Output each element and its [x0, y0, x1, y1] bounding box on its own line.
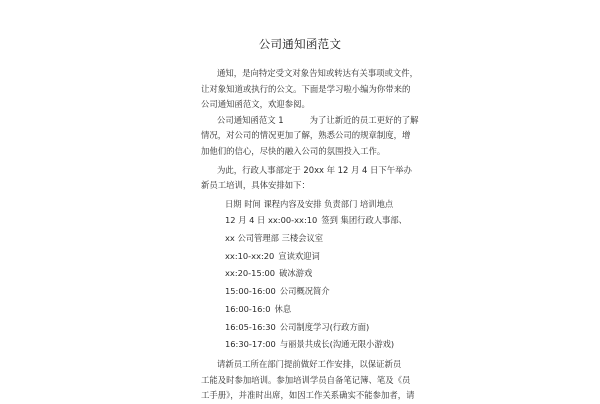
schedule-row — [225, 230, 411, 248]
schedule-row — [225, 283, 411, 301]
schedule-row — [225, 301, 411, 319]
schedule-row — [225, 336, 411, 354]
schedule-row — [225, 319, 411, 337]
schedule-list — [201, 212, 411, 354]
schedule-time: 16:00-16:0 — [225, 303, 271, 314]
schedule-text: 签到 集团行政人事部、 — [321, 215, 407, 226]
schedule-time: xx 公司管理部 三楼会议室 — [225, 233, 324, 244]
schedule-row — [225, 265, 411, 283]
sample-line-1: 情况，对公司的情况更加了解，熟悉公司的规章制度，增 — [201, 130, 411, 141]
schedule-row — [225, 212, 411, 230]
schedule-time: 15:00-16:00 — [225, 286, 276, 297]
schedule-text: 与丽景共成长(沟通无限小游戏) — [279, 339, 395, 350]
schedule-text: 休息 — [274, 303, 292, 314]
schedule-time: 16:05-16:30 — [225, 321, 276, 332]
intro-line-2: 让对象知道或执行的公文。下面是学习啦小编为你带来的 — [201, 83, 411, 94]
intro-line-1: 通知，是向特定受文对象告知或转达有关事项或文件， — [217, 68, 418, 78]
closing-line-3: 工手册》，并准时出席，如因工作关系确实不能参加者，请 — [201, 390, 415, 401]
sample-first-line: 为了让新近的员工更好的了解 — [309, 114, 419, 125]
closing-line-2: 工能及时参加培训。参加培训学员自备笔记簿、笔及《员 — [201, 374, 411, 385]
schedule-text: 公司概况简介 — [279, 286, 330, 297]
schedule-text: 破冰游戏 — [279, 268, 313, 279]
schedule-time: xx:20-15:00 — [225, 268, 276, 279]
document-body — [201, 66, 419, 404]
announce-line-2: 新员工培训，具体安排如下： — [201, 180, 310, 191]
sample-line-2: 加他们的信心，尽快的融入公司的氛围投入工作。 — [201, 145, 386, 156]
schedule-text — [323, 233, 327, 243]
schedule-time: 16:30-17:00 — [225, 339, 276, 350]
announce-line-1: 为此，行政人事部定于 20xx 年 12 月 4 日下午举办 — [217, 164, 412, 175]
schedule-text: 宣读欢迎词 — [278, 250, 320, 261]
sample-heading-line — [201, 113, 419, 129]
schedule-row — [225, 248, 411, 266]
closing-line-1: 请新员工所在部门提前做好工作安排，以保证新员 — [217, 358, 402, 369]
schedule-text: 公司制度学习(行政方面) — [279, 321, 370, 332]
document-title: 公司通知函范文 — [258, 37, 342, 51]
schedule-header: 日期 时间 课程内容及安排 负责部门 培训地点 — [225, 198, 394, 209]
sample-heading: 公司通知函范文 1 — [217, 114, 284, 125]
schedule-time: 12 月 4 日 xx:00-xx:10 — [225, 215, 318, 226]
intro-line-3: 公司通知函范文，欢迎参阅。 — [201, 99, 310, 110]
schedule-time: xx:10-xx:20 — [225, 250, 275, 261]
